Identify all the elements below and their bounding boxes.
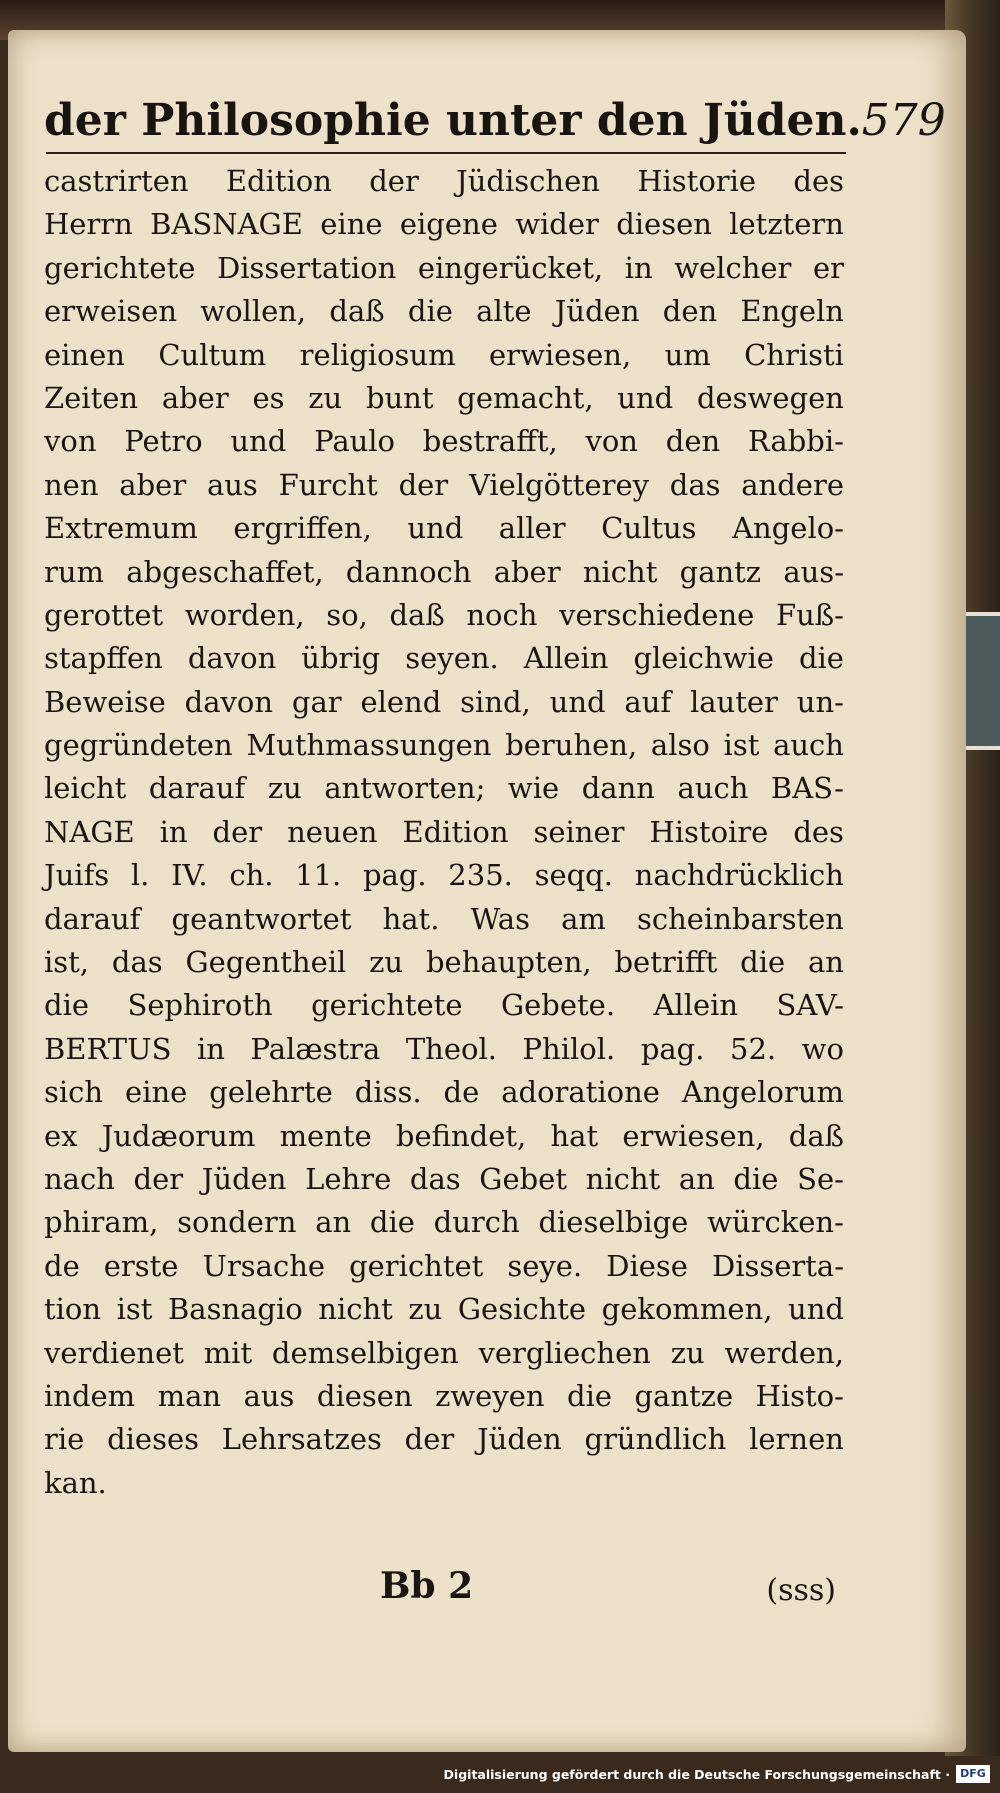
- text-line: sich eine gelehrte diss. de adoratione Angelorum: [44, 1075, 844, 1110]
- running-title: der Philosophie unter den Jüden.: [44, 95, 862, 146]
- text-line: leicht darauf zu antworten; wie dann auch BAS-: [44, 771, 844, 806]
- signature-mark: Bb 2: [380, 1565, 474, 1607]
- text-line: NAGE in der neuen Edition seiner Histoire des: [44, 814, 844, 849]
- text-line: ex Judæorum mente befindet, hat erwiesen, daß: [44, 1118, 844, 1153]
- text-line: darauf geantwortet hat. Was am scheinbarsten: [44, 901, 844, 936]
- text-line: stapffen davon übrig seyen. Allein gleichwie die: [44, 641, 844, 676]
- text-line: phiram, sondern an die durch dieselbige würcken-: [44, 1205, 844, 1240]
- text-line: indem man aus diesen zweyen die gantze Histo-: [44, 1378, 844, 1413]
- text-line: einen Cultum religiosum erwiesen, um Christi: [44, 337, 844, 372]
- credit-text: Digitalisierung gefördert durch die Deutsche Forschungsgemeinschaft ·: [443, 1767, 950, 1782]
- text-line: de erste Ursache gerichtet seye. Diese Disserta-: [44, 1248, 844, 1283]
- text-line: kan.: [44, 1465, 107, 1500]
- text-line: tion ist Basnagio nicht zu Gesichte gekommen, und: [44, 1292, 844, 1327]
- credit-bar: [0, 1756, 1000, 1793]
- page-text: [44, 160, 844, 1505]
- text-line: gerottet worden, so, daß noch verschiedene Fuß-: [44, 597, 844, 632]
- text-line: nen aber aus Furcht der Vielgötterey das andere: [44, 467, 844, 502]
- catchword: (sss): [766, 1573, 836, 1608]
- text-line: ist, das Gegentheil zu behaupten, betrifft die an: [44, 945, 844, 980]
- text-line: Herrn BASNAGE eine eigene wider diesen letztern: [44, 207, 844, 242]
- header-rule: [46, 152, 846, 154]
- text-line: die Sephiroth gerichtete Gebete. Allein SAV-: [44, 988, 844, 1023]
- text-line: nach der Jüden Lehre das Gebet nicht an die Se-: [44, 1161, 844, 1196]
- text-line: von Petro und Paulo bestrafft, von den Rabbi-: [44, 424, 844, 459]
- text-line: Extremum ergriffen, und aller Cultus Angelo-: [44, 511, 844, 546]
- text-line: rum abgeschaffet, dannoch aber nicht gantz aus-: [44, 554, 844, 589]
- text-line: verdienet mit demselbigen vergliechen zu werden,: [44, 1335, 844, 1370]
- text-line: Beweise davon gar elend sind, und auf lauter un-: [44, 684, 844, 719]
- text-line: Juifs l. IV. ch. 11. pag. 235. seqq. nachdrücklich: [44, 858, 844, 893]
- text-line: Zeiten aber es zu bunt gemacht, und deswegen: [44, 380, 844, 415]
- text-line: erweisen wollen, daß die alte Jüden den Engeln: [44, 294, 844, 329]
- page-footer: [44, 1565, 844, 1625]
- text-line: castrirten Edition der Jüdischen Historie des: [44, 164, 844, 198]
- text-line: BERTUS in Palæstra Theol. Philol. pag. 52. wo: [44, 1031, 844, 1066]
- page-header: [44, 84, 946, 146]
- page-number: 579: [861, 95, 946, 146]
- dfg-logo: DFG: [956, 1765, 990, 1783]
- text-line: rie dieses Lehrsatzes der Jüden gründlich lernen: [44, 1422, 844, 1457]
- text-line: gerichtete Dissertation eingerücket, in welcher er: [44, 250, 844, 285]
- text-line: gegründeten Muthmassungen beruhen, also ist auch: [44, 728, 844, 763]
